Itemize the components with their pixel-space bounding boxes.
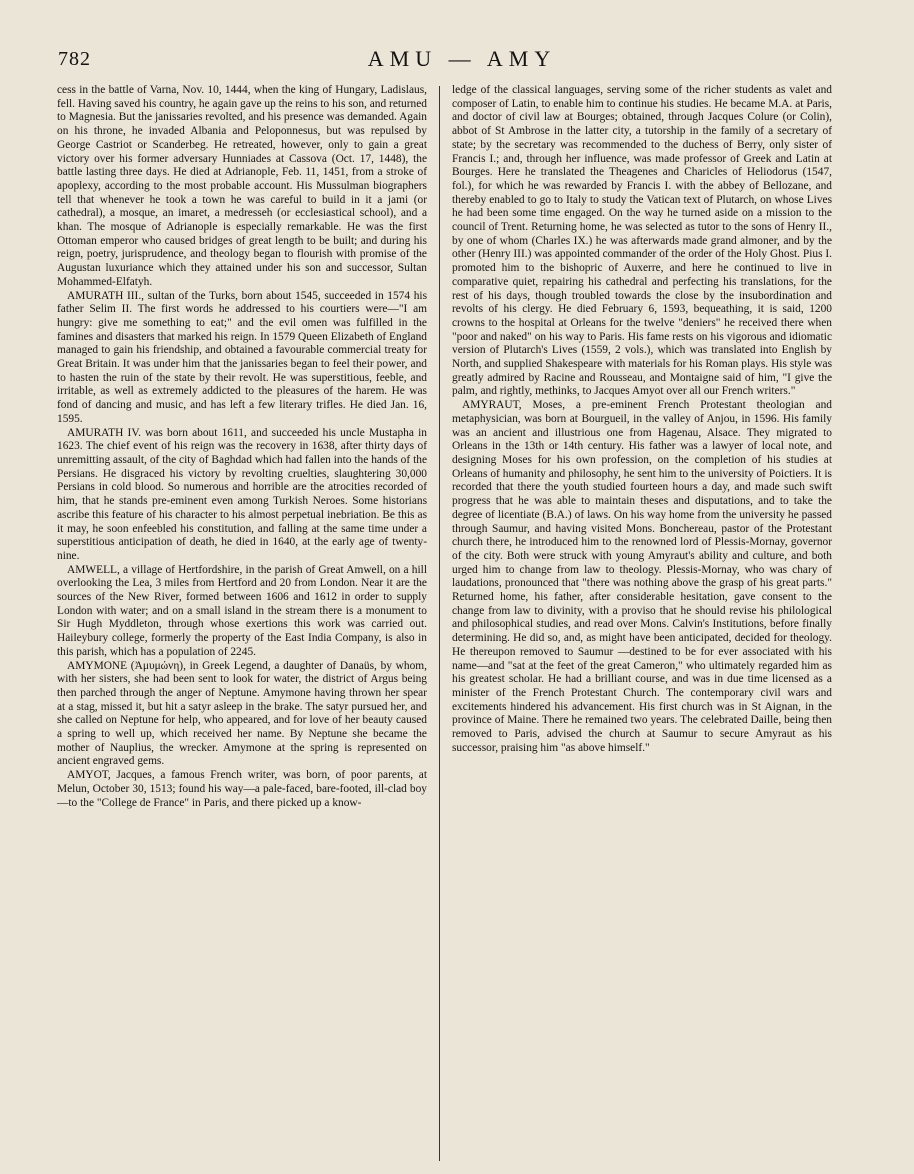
running-head: AMU — AMY — [367, 46, 557, 71]
left-column — [57, 84, 427, 810]
page-header — [50, 48, 874, 78]
entry-amurath-iii: AMURATH III., sultan of the Turks, born about 1545, succeeded in 1574 his father Selim II. The first words he addressed to his courtiers were—"I am hungry: give me something to eat;" and the evil omen was fulfilled in the famines and disasters that marked his reign. In 1579 Queen Elizabeth of England managed to gain his friendship, and obtained a favourable commercial treaty for Great Britain. It was under him that the janissaries began to feel their power, and to hasten the ruin of the state by their revolt. He was superstitious, feeble, and irritable, as well as extremely addicted to the pleasures of the harem. He was fond of dancing and music, and has left a few literary trifles. He died Jan. 16, 1595. — [57, 289, 427, 425]
paragraph-amyot-continuation: ledge of the classical languages, serving some of the richer students as valet and composer of Latin, to enable him to continue his studies. He became M.A. at Paris, and doctor of civil law at Bourges; obtained, through Jacques Colure (or Colin), abbot of St Ambrose in the latter city, a tutorship in the family of a secretary of state; by the secretary was recommended to the duchess of Berry, only sister of Francis I.; and, through her influence, was made professor of Greek and Latin at Bourges. Here he translated the Theagenes and Charicles of Heliodorus (1547, fol.), for which he was rewarded by Francis I. with the abbey of Bellozane, and thereby enabled to go to Italy to study the Vatican text of Plutarch, on whose Lives he had been some time engaged. On the way he turned aside on a mission to the council of Trent. Returning home, he was selected as tutor to the sons of Henry II., by one of whom (Charles IX.) he was afterwards made grand almoner, and by the other (Henry III.) was appointed commander of the order of the Holy Ghost. Pius I. promoted him to the bishopric of Auxerre, and here he continued to live in comparative quiet, repairing his cathedral and perfecting his translations, for the rest of his days, though troubled towards the close by the insubordination and revolts of his clergy. He died February 6, 1593, bequeathing, it is said, 1200 crowns to the hospital at Orleans for the twelve "deniers" he received there when "poor and naked" on his way to Paris. His fame rests on his vigorous and idiomatic version of Plutarch's Lives (1559, 2 vols.), which was translated into English by North, and supplied Shakespeare with materials for his Roman plays. His style was greatly admired by Racine and Rousseau, and Montaigne said of him, "I give the palm, and rightly, methinks, to Jacques Amyot over all our French writers." — [452, 84, 832, 398]
entry-amurath-iv: AMURATH IV. was born about 1611, and succeeded his uncle Mustapha in 1623. The chief event of his reign was the recovery in 1638, after thirty days of unremitting assault, of the city of Baghdad which had fallen into the hands of the Persians. He disgraced his victory by revolting cruelties, slaughtering 30,000 Persians in cold blood. So numerous and horrible are the atrocities recorded of him, that he stands pre-eminent even among Turkish Neroes. Some historians ascribe this feature of his character to his almost perpetual inebriation. Be this as it may, he soon enfeebled his constitution, and falling at the same time under a superstitious anticipation of death, he died in 1640, at the early age of twenty-nine. — [57, 426, 427, 562]
entry-amyot: AMYOT, Jacques, a famous French writer, was born, of poor parents, at Melun, October 30, 1513; found his way—a pale-faced, bare-footed, ill-clad boy—to the "College de France" in Paris, and there picked up a know- — [57, 769, 427, 809]
entry-amymone: AMYMONE (Ἀμυμώνη), in Greek Legend, a daughter of Danaüs, by whom, with her sisters, she had been sent to look for water, the district of Argus being then parched through the anger of Neptune. Amymone having thrown her spear at a stag, missed it, but hit a satyr asleep in the brake. The satyr pursued her, and she called on Neptune for help, who appeared, and for love of her beauty caused a spring to well up, which received her name. By Neptune she became the mother of Nauplius, the wrecker. Amymone at the spring is represented on ancient engraved gems. — [57, 659, 427, 768]
right-column — [452, 84, 832, 755]
entry-amyraut: AMYRAUT, Moses, a pre-eminent French Protestant theologian and metaphysician, was born at Bourgueil, in the valley of Anjou, in 1596. His family was an ancient and illustrious one from Hagenau, Alsace. They migrated to Orleans in the 13th or 14th century. His father was a lawyer of local note, and designing Moses for his own profession, on the completion of his studies at Orleans of humanity and philosophy, he sent him to the university of Poictiers. It is recorded that there the youth studied fourteen hours a day, and made such swift progress that he was able to maintain theses and disputations, and to take the degree of licentiate (B.A.) of laws. On his way home from the university he passed through Saumur, and having visited Mons. Bonchereau, pastor of the Protestant church there, he introduced him to the renowned lord of Plessis-Mornay, governor of the city. Both were struck with young Amyraut's ability and culture, and both urged him to change from law to theology. Plessis-Mornay, who was chary of laudations, pronounced that "there was nothing above the grasp of his great parts." Returned home, his father, after considerable hesitation, gave consent to the change from law to divinity, with a proviso that he should revise his philological and philosophical studies, and read over Mons. Calvin's Institutions, before finally determining. He did so, and, as might have been anticipated, decided for theology. He thereupon removed to Saumur —destined to be for ever associated with his name—and "sat at the feet of the great Cameron," who ultimately regarded him as his greatest scholar. He had a brilliant course, and was in due time licensed as a minister of the French Protestant Church. The contemporary civil wars and excitements hindered his advancement. His first church was in St Aignan, in the province of Maine. There he remained two years. The celebrated Daille, being then removed to Paris, advised the church at Saumur to secure Amyraut as his successor, praising him "as above himself." — [452, 399, 832, 754]
paragraph-continuation: cess in the battle of Varna, Nov. 10, 1444, when the king of Hungary, Ladislaus, fell. Having saved his country, he again gave up the reins to his son, and returned to Magnesia. But the janissaries revolted, and his presence was demanded. Again on his throne, he invaded Albania and Peloponnesus, but was repulsed by George Castriot or Scanderbeg. He retreated, however, only to gain a great victory over his former adversary Hunniades at Cassova (Oct. 17, 1448), the battle lasting three days. He died at Adrianople, Feb. 11, 1451, from a stroke of apoplexy, according to the most probable account. His Mussulman biographers tell that whenever he took a town he was careful to build in it a jami (or cathedral), a mosque, an imaret, a medresseh (or ecclesiastical school), and a khan. The mosque of Adrianople is especially remarkable. He was the first Ottoman emperor who caused bridges of great length to be built; and during his reign, poetry, jurisprudence, and theology began to flourish with promise of the Augustan luxuriance which they attained under his son and successor, Sultan Mohammed-Elfatyh. — [57, 84, 427, 288]
column-divider — [439, 86, 440, 1161]
page-number: 782 — [58, 48, 91, 70]
entry-amwell: AMWELL, a village of Hertfordshire, in the parish of Great Amwell, on a hill overlooking the Lea, 3 miles from Hertford and 20 from London. Near it are the sources of the New River, formed between 1606 and 1612 in order to supply London with water; and on a small island in the stream there is a monument to Sir Hugh Myddleton, through whose exertions this work was carried out. Haileybury college, formerly the property of the East India Company, is also in this parish, which has a population of 2245. — [57, 563, 427, 658]
